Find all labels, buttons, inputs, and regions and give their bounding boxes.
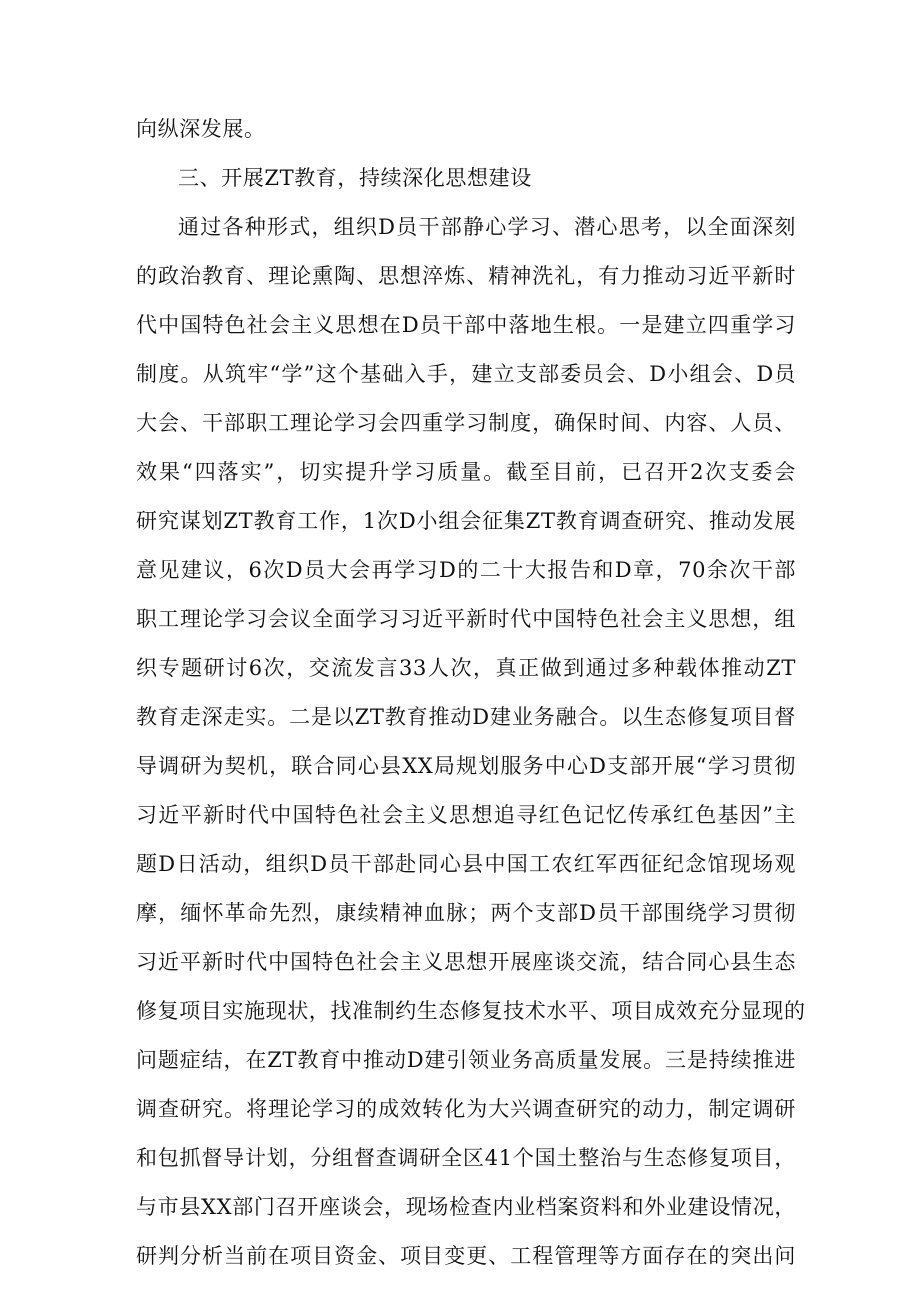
paragraph-line: 织专题研讨6次，交流发言33人次，真正做到通过多种载体推动ZT [136,656,796,680]
paragraph-line: 意见建议，6次D员大会再学习D的二十大报告和D章，70余次干部 [136,558,796,582]
paragraph-line: 代中国特色社会主义思想在D员干部中落地生根。一是建立四重学习 [136,313,796,337]
paragraph-line: 和包抓督导计划，分组督查调研全区41个国土整治与生态修复项目， [136,1146,796,1170]
paragraph-line: 制度。从筑牢“学”这个基础入手，建立支部委员会、D小组会、D员 [136,362,796,386]
paragraph-line: 题D日活动，组织D员干部赴同心县中国工农红军西征纪念馆现场观 [136,852,796,876]
paragraph-line: 的政治教育、理论熏陶、思想淬炼、精神洗礼，有力推动习近平新时 [136,264,796,288]
paragraph-line: 研判分析当前在项目资金、项目变更、工程管理等方面存在的突出问 [136,1244,796,1268]
paragraph-line: 通过各种形式，组织D员干部静心学习、潜心思考，以全面深刻 [178,215,796,239]
paragraph-line: 职工理论学习会议全面学习习近平新时代中国特色社会主义思想，组 [136,607,796,631]
paragraph-line: 教育走深走实。二是以ZT教育推动D建业务融合。以生态修复项目督 [136,705,796,729]
paragraph-line: 导调研为契机，联合同心县XX局规划服务中心D支部开展“学习贯彻 [136,754,796,778]
paragraph-line: 问题症结，在ZT教育中推动D建引领业务高质量发展。三是持续推进 [136,1048,796,1072]
paragraph-line: 研究谋划ZT教育工作，1次D小组会征集ZT教育调查研究、推动发展 [136,509,796,533]
paragraph-line: 修复项目实施现状，找准制约生态修复技术水平、项目成效充分显现的 [136,999,806,1023]
paragraph-line: 摩，缅怀革命先烈，康续精神血脉；两个支部D员干部围绕学习贯彻 [136,901,796,925]
paragraph-line: 调查研究。将理论学习的成效转化为大兴调查研究的动力，制定调研 [136,1097,796,1121]
paragraph-line: 与市县XX部门召开座谈会，现场检查内业档案资料和外业建设情况， [136,1195,796,1219]
paragraph-line: 习近平新时代中国特色社会主义思想追寻红色记忆传承红色基因”主 [136,803,796,827]
section-heading: 三、开展ZT教育，持续深化思想建设 [178,166,532,190]
text-line-continuation: 向纵深发展。 [136,117,266,141]
paragraph-line: 大会、干部职工理论学习会四重学习制度，确保时间、内容、人员、 [136,411,796,435]
paragraph-line: 习近平新时代中国特色社会主义思想开展座谈交流，结合同心县生态 [136,950,796,974]
paragraph-line: 效果“四落实”，切实提升学习质量。截至目前，已召开2次支委会 [136,460,796,484]
